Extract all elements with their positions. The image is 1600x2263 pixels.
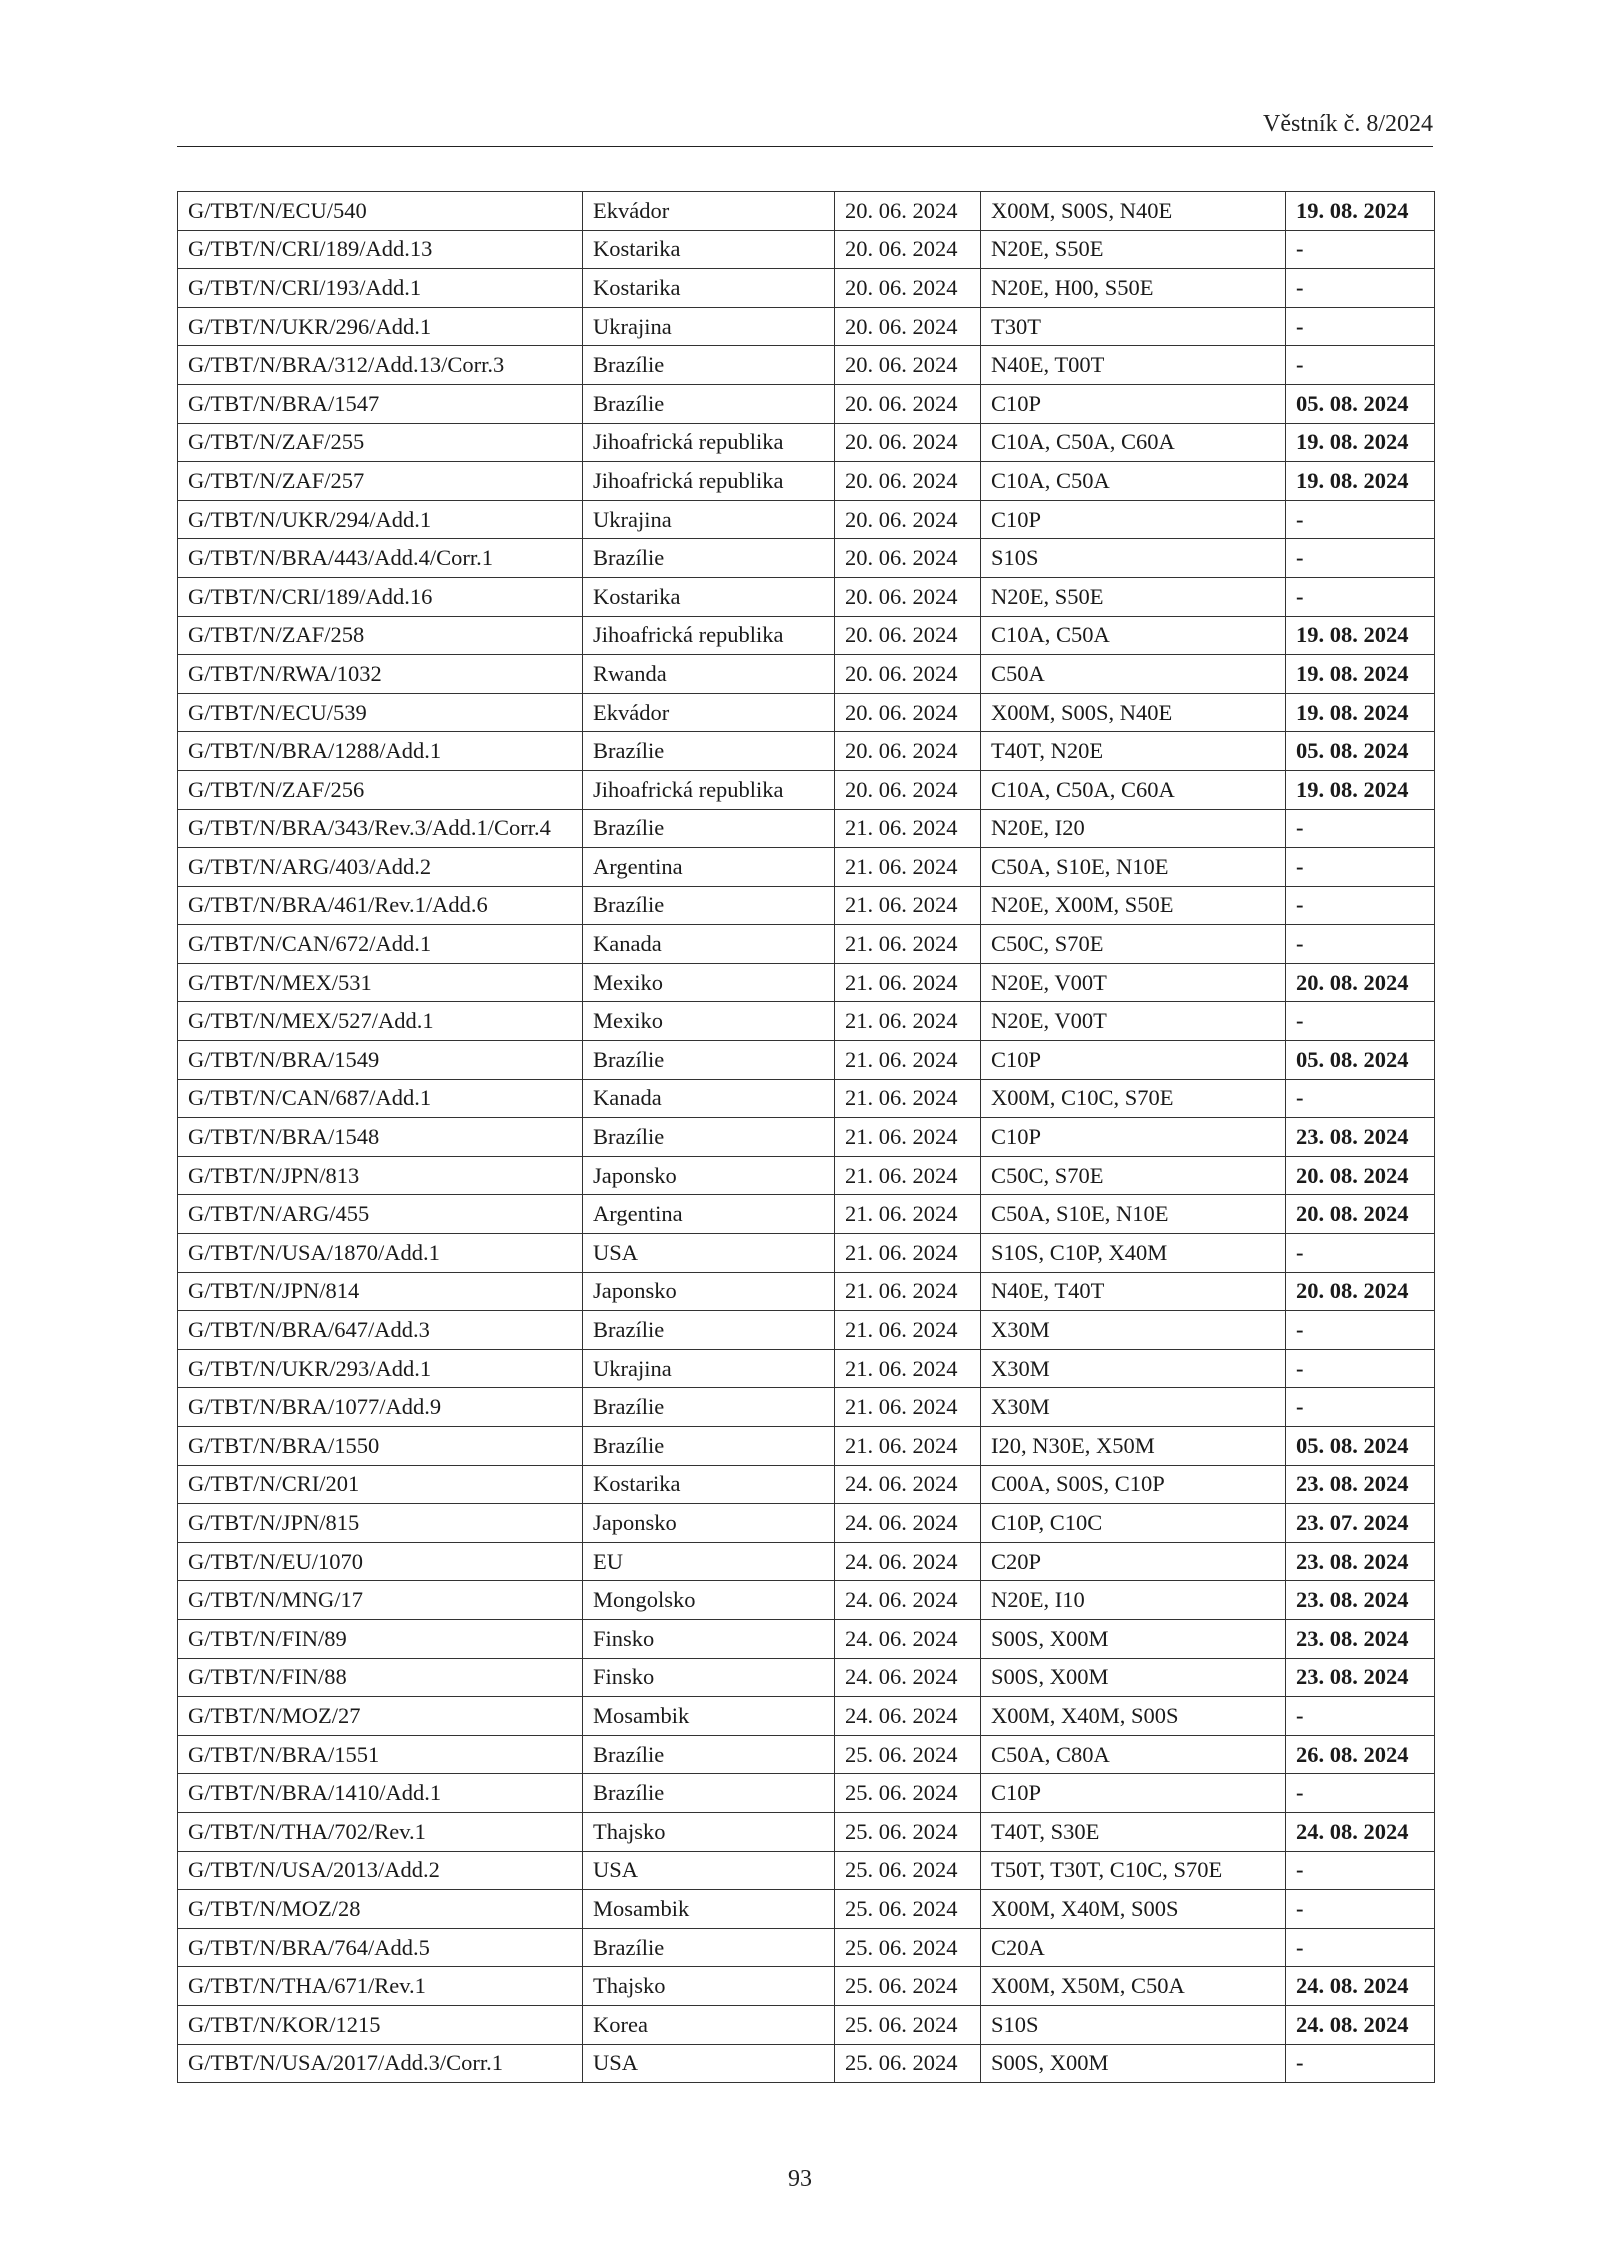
cell-codes: N40E, T00T	[981, 346, 1286, 385]
cell-symbol: G/TBT/N/UKR/293/Add.1	[178, 1349, 583, 1388]
table-row	[178, 1272, 1435, 1311]
cell-codes: S00S, X00M	[981, 1658, 1286, 1697]
cell-codes: N20E, H00, S50E	[981, 269, 1286, 308]
cell-deadline: -	[1286, 1388, 1435, 1427]
cell-symbol: G/TBT/N/BRA/1288/Add.1	[178, 732, 583, 771]
page-header	[177, 112, 1433, 147]
cell-codes: S10S	[981, 539, 1286, 578]
cell-deadline: 20. 08. 2024	[1286, 1195, 1435, 1234]
cell-date: 20. 06. 2024	[835, 539, 981, 578]
table-row	[178, 2044, 1435, 2083]
cell-deadline: 20. 08. 2024	[1286, 963, 1435, 1002]
cell-symbol: G/TBT/N/CRI/201	[178, 1465, 583, 1504]
cell-codes: N20E, S50E	[981, 577, 1286, 616]
cell-symbol: G/TBT/N/CAN/687/Add.1	[178, 1079, 583, 1118]
cell-country: Argentina	[583, 1195, 835, 1234]
table-row	[178, 1542, 1435, 1581]
cell-date: 20. 06. 2024	[835, 346, 981, 385]
cell-country: USA	[583, 2044, 835, 2083]
cell-codes: C50C, S70E	[981, 1156, 1286, 1195]
cell-country: Brazílie	[583, 1928, 835, 1967]
cell-codes: S10S, C10P, X40M	[981, 1234, 1286, 1273]
cell-date: 20. 06. 2024	[835, 423, 981, 462]
cell-date: 21. 06. 2024	[835, 1272, 981, 1311]
table-row	[178, 1311, 1435, 1350]
cell-symbol: G/TBT/N/ZAF/258	[178, 616, 583, 655]
cell-deadline: -	[1286, 500, 1435, 539]
table-row	[178, 616, 1435, 655]
cell-country: USA	[583, 1851, 835, 1890]
table-row	[178, 1349, 1435, 1388]
cell-deadline: 19. 08. 2024	[1286, 770, 1435, 809]
cell-deadline: 05. 08. 2024	[1286, 1041, 1435, 1080]
cell-codes: C50A	[981, 655, 1286, 694]
cell-symbol: G/TBT/N/JPN/813	[178, 1156, 583, 1195]
cell-country: Jihoafrická republika	[583, 423, 835, 462]
cell-country: Brazílie	[583, 1388, 835, 1427]
cell-deadline: -	[1286, 848, 1435, 887]
cell-country: Ekvádor	[583, 693, 835, 732]
cell-symbol: G/TBT/N/BRA/647/Add.3	[178, 1311, 583, 1350]
cell-date: 21. 06. 2024	[835, 1002, 981, 1041]
cell-country: Rwanda	[583, 655, 835, 694]
table-row	[178, 1619, 1435, 1658]
table-row	[178, 1735, 1435, 1774]
cell-country: Ukrajina	[583, 307, 835, 346]
table-row	[178, 1156, 1435, 1195]
cell-country: Mongolsko	[583, 1581, 835, 1620]
cell-date: 21. 06. 2024	[835, 886, 981, 925]
table-row	[178, 423, 1435, 462]
cell-date: 25. 06. 2024	[835, 1735, 981, 1774]
cell-date: 21. 06. 2024	[835, 1118, 981, 1157]
cell-codes: X00M, C10C, S70E	[981, 1079, 1286, 1118]
cell-date: 24. 06. 2024	[835, 1542, 981, 1581]
cell-symbol: G/TBT/N/ZAF/255	[178, 423, 583, 462]
cell-codes: X00M, S00S, N40E	[981, 693, 1286, 732]
cell-date: 20. 06. 2024	[835, 655, 981, 694]
cell-deadline: -	[1286, 1774, 1435, 1813]
cell-codes: C10A, C50A	[981, 462, 1286, 501]
cell-date: 20. 06. 2024	[835, 616, 981, 655]
cell-date: 25. 06. 2024	[835, 1851, 981, 1890]
cell-date: 25. 06. 2024	[835, 2005, 981, 2044]
cell-codes: C10P	[981, 384, 1286, 423]
cell-deadline: -	[1286, 1311, 1435, 1350]
cell-date: 20. 06. 2024	[835, 770, 981, 809]
cell-country: Mosambik	[583, 1697, 835, 1736]
cell-deadline: 24. 08. 2024	[1286, 1967, 1435, 2006]
cell-deadline: -	[1286, 346, 1435, 385]
cell-date: 25. 06. 2024	[835, 1890, 981, 1929]
cell-symbol: G/TBT/N/BRA/1077/Add.9	[178, 1388, 583, 1427]
cell-country: Mosambik	[583, 1890, 835, 1929]
cell-date: 21. 06. 2024	[835, 1388, 981, 1427]
cell-deadline: -	[1286, 1079, 1435, 1118]
cell-symbol: G/TBT/N/MOZ/27	[178, 1697, 583, 1736]
table-row	[178, 1697, 1435, 1736]
cell-symbol: G/TBT/N/CAN/672/Add.1	[178, 925, 583, 964]
cell-codes: N20E, V00T	[981, 963, 1286, 1002]
table-row	[178, 848, 1435, 887]
cell-codes: X00M, X40M, S00S	[981, 1890, 1286, 1929]
cell-deadline: 24. 08. 2024	[1286, 1812, 1435, 1851]
cell-symbol: G/TBT/N/BRA/1549	[178, 1041, 583, 1080]
cell-symbol: G/TBT/N/FIN/88	[178, 1658, 583, 1697]
cell-country: Korea	[583, 2005, 835, 2044]
cell-codes: C10A, C50A	[981, 616, 1286, 655]
cell-deadline: -	[1286, 269, 1435, 308]
cell-symbol: G/TBT/N/BRA/1550	[178, 1427, 583, 1466]
table-row	[178, 655, 1435, 694]
cell-date: 25. 06. 2024	[835, 2044, 981, 2083]
cell-deadline: -	[1286, 809, 1435, 848]
table-row	[178, 1388, 1435, 1427]
cell-codes: S10S	[981, 2005, 1286, 2044]
table-row	[178, 732, 1435, 771]
cell-date: 21. 06. 2024	[835, 848, 981, 887]
cell-symbol: G/TBT/N/BRA/1548	[178, 1118, 583, 1157]
table-row	[178, 1890, 1435, 1929]
cell-deadline: 19. 08. 2024	[1286, 616, 1435, 655]
table-row	[178, 269, 1435, 308]
cell-symbol: G/TBT/N/BRA/343/Rev.3/Add.1/Corr.4	[178, 809, 583, 848]
cell-date: 20. 06. 2024	[835, 732, 981, 771]
table-row	[178, 925, 1435, 964]
cell-symbol: G/TBT/N/MNG/17	[178, 1581, 583, 1620]
cell-date: 24. 06. 2024	[835, 1581, 981, 1620]
cell-date: 21. 06. 2024	[835, 1195, 981, 1234]
cell-deadline: -	[1286, 886, 1435, 925]
cell-symbol: G/TBT/N/BRA/1410/Add.1	[178, 1774, 583, 1813]
cell-codes: C10P, C10C	[981, 1504, 1286, 1543]
cell-codes: C10A, C50A, C60A	[981, 423, 1286, 462]
cell-date: 21. 06. 2024	[835, 925, 981, 964]
cell-country: Brazílie	[583, 539, 835, 578]
cell-date: 20. 06. 2024	[835, 307, 981, 346]
table-row	[178, 1812, 1435, 1851]
cell-date: 21. 06. 2024	[835, 1311, 981, 1350]
cell-country: Jihoafrická republika	[583, 770, 835, 809]
cell-codes: C00A, S00S, C10P	[981, 1465, 1286, 1504]
table-row	[178, 346, 1435, 385]
cell-codes: S00S, X00M	[981, 2044, 1286, 2083]
cell-country: Kostarika	[583, 577, 835, 616]
cell-symbol: G/TBT/N/CRI/189/Add.16	[178, 577, 583, 616]
cell-deadline: -	[1286, 307, 1435, 346]
cell-symbol: G/TBT/N/CRI/189/Add.13	[178, 230, 583, 269]
cell-symbol: G/TBT/N/KOR/1215	[178, 2005, 583, 2044]
cell-symbol: G/TBT/N/BRA/1551	[178, 1735, 583, 1774]
cell-deadline: -	[1286, 1002, 1435, 1041]
cell-codes: X00M, X50M, C50A	[981, 1967, 1286, 2006]
table-row	[178, 462, 1435, 501]
cell-symbol: G/TBT/N/BRA/1547	[178, 384, 583, 423]
cell-codes: C10P	[981, 1041, 1286, 1080]
table-row	[178, 963, 1435, 1002]
cell-country: Brazílie	[583, 1774, 835, 1813]
cell-country: Brazílie	[583, 886, 835, 925]
table-row	[178, 577, 1435, 616]
cell-deadline: 05. 08. 2024	[1286, 384, 1435, 423]
cell-symbol: G/TBT/N/JPN/814	[178, 1272, 583, 1311]
cell-codes: N20E, I20	[981, 809, 1286, 848]
cell-codes: C50A, S10E, N10E	[981, 848, 1286, 887]
cell-country: Brazílie	[583, 1427, 835, 1466]
cell-deadline: 23. 08. 2024	[1286, 1658, 1435, 1697]
cell-date: 20. 06. 2024	[835, 693, 981, 732]
table-row	[178, 1967, 1435, 2006]
table-row	[178, 1581, 1435, 1620]
cell-codes: X30M	[981, 1349, 1286, 1388]
cell-date: 21. 06. 2024	[835, 1156, 981, 1195]
table-row	[178, 693, 1435, 732]
cell-deadline: 23. 08. 2024	[1286, 1542, 1435, 1581]
table-row	[178, 886, 1435, 925]
cell-codes: S00S, X00M	[981, 1619, 1286, 1658]
table-row	[178, 1658, 1435, 1697]
cell-country: Ukrajina	[583, 1349, 835, 1388]
cell-date: 20. 06. 2024	[835, 192, 981, 231]
cell-date: 24. 06. 2024	[835, 1658, 981, 1697]
cell-symbol: G/TBT/N/USA/1870/Add.1	[178, 1234, 583, 1273]
cell-codes: C10P	[981, 500, 1286, 539]
cell-country: Mexiko	[583, 963, 835, 1002]
cell-codes: C20A	[981, 1928, 1286, 1967]
table-row	[178, 1504, 1435, 1543]
table-row	[178, 1118, 1435, 1157]
cell-deadline: -	[1286, 1851, 1435, 1890]
cell-codes: T30T	[981, 307, 1286, 346]
table-row	[178, 539, 1435, 578]
cell-country: Ekvádor	[583, 192, 835, 231]
cell-deadline: 23. 08. 2024	[1286, 1581, 1435, 1620]
cell-date: 20. 06. 2024	[835, 577, 981, 616]
cell-date: 21. 06. 2024	[835, 1234, 981, 1273]
cell-country: Japonsko	[583, 1272, 835, 1311]
cell-date: 25. 06. 2024	[835, 1812, 981, 1851]
cell-country: Japonsko	[583, 1156, 835, 1195]
cell-deadline: -	[1286, 1890, 1435, 1929]
cell-country: Kostarika	[583, 1465, 835, 1504]
table-row	[178, 2005, 1435, 2044]
cell-deadline: 19. 08. 2024	[1286, 462, 1435, 501]
cell-date: 21. 06. 2024	[835, 1041, 981, 1080]
cell-symbol: G/TBT/N/MOZ/28	[178, 1890, 583, 1929]
table-row	[178, 1465, 1435, 1504]
cell-deadline: 05. 08. 2024	[1286, 1427, 1435, 1466]
table-row	[178, 1002, 1435, 1041]
table-row	[178, 192, 1435, 231]
cell-codes: C10P	[981, 1118, 1286, 1157]
table-row	[178, 1079, 1435, 1118]
cell-country: Brazílie	[583, 1041, 835, 1080]
cell-country: Brazílie	[583, 346, 835, 385]
cell-country: Argentina	[583, 848, 835, 887]
cell-country: Thajsko	[583, 1967, 835, 2006]
cell-symbol: G/TBT/N/UKR/296/Add.1	[178, 307, 583, 346]
cell-symbol: G/TBT/N/ECU/539	[178, 693, 583, 732]
cell-date: 20. 06. 2024	[835, 500, 981, 539]
table-row	[178, 1041, 1435, 1080]
cell-codes: X00M, S00S, N40E	[981, 192, 1286, 231]
cell-date: 20. 06. 2024	[835, 384, 981, 423]
cell-country: Thajsko	[583, 1812, 835, 1851]
notifications-table	[177, 191, 1435, 2083]
cell-date: 21. 06. 2024	[835, 809, 981, 848]
cell-country: Kanada	[583, 1079, 835, 1118]
bulletin-title: Věstník č. 8/2024	[1263, 111, 1433, 137]
cell-symbol: G/TBT/N/CRI/193/Add.1	[178, 269, 583, 308]
cell-codes: N20E, S50E	[981, 230, 1286, 269]
cell-country: Brazílie	[583, 809, 835, 848]
cell-codes: C10P	[981, 1774, 1286, 1813]
table-row	[178, 1774, 1435, 1813]
table-row	[178, 1427, 1435, 1466]
cell-deadline: -	[1286, 1697, 1435, 1736]
cell-deadline: -	[1286, 925, 1435, 964]
cell-date: 24. 06. 2024	[835, 1504, 981, 1543]
cell-symbol: G/TBT/N/BRA/764/Add.5	[178, 1928, 583, 1967]
cell-codes: X30M	[981, 1311, 1286, 1350]
cell-country: Finsko	[583, 1619, 835, 1658]
cell-symbol: G/TBT/N/ZAF/256	[178, 770, 583, 809]
page-number: 93	[788, 2166, 812, 2192]
table-row	[178, 307, 1435, 346]
cell-codes: X30M	[981, 1388, 1286, 1427]
cell-codes: I20, N30E, X50M	[981, 1427, 1286, 1466]
table-row	[178, 384, 1435, 423]
cell-deadline: 19. 08. 2024	[1286, 693, 1435, 732]
cell-codes: N20E, V00T	[981, 1002, 1286, 1041]
cell-symbol: G/TBT/N/JPN/815	[178, 1504, 583, 1543]
cell-deadline: 23. 08. 2024	[1286, 1619, 1435, 1658]
cell-symbol: G/TBT/N/BRA/443/Add.4/Corr.1	[178, 539, 583, 578]
cell-date: 20. 06. 2024	[835, 462, 981, 501]
cell-codes: C20P	[981, 1542, 1286, 1581]
cell-deadline: 26. 08. 2024	[1286, 1735, 1435, 1774]
cell-deadline: -	[1286, 539, 1435, 578]
cell-country: Ukrajina	[583, 500, 835, 539]
cell-deadline: 05. 08. 2024	[1286, 732, 1435, 771]
cell-deadline: 19. 08. 2024	[1286, 655, 1435, 694]
cell-symbol: G/TBT/N/FIN/89	[178, 1619, 583, 1658]
cell-country: Jihoafrická republika	[583, 616, 835, 655]
cell-symbol: G/TBT/N/ARG/455	[178, 1195, 583, 1234]
table-row	[178, 500, 1435, 539]
cell-symbol: G/TBT/N/MEX/531	[178, 963, 583, 1002]
table-row	[178, 1234, 1435, 1273]
cell-symbol: G/TBT/N/THA/702/Rev.1	[178, 1812, 583, 1851]
cell-date: 21. 06. 2024	[835, 1079, 981, 1118]
cell-codes: C50A, S10E, N10E	[981, 1195, 1286, 1234]
cell-deadline: 23. 08. 2024	[1286, 1118, 1435, 1157]
cell-deadline: 19. 08. 2024	[1286, 192, 1435, 231]
cell-country: EU	[583, 1542, 835, 1581]
cell-symbol: G/TBT/N/ECU/540	[178, 192, 583, 231]
cell-deadline: -	[1286, 1349, 1435, 1388]
cell-deadline: -	[1286, 1928, 1435, 1967]
cell-date: 25. 06. 2024	[835, 1928, 981, 1967]
cell-deadline: 23. 07. 2024	[1286, 1504, 1435, 1543]
cell-country: Japonsko	[583, 1504, 835, 1543]
cell-codes: C50C, S70E	[981, 925, 1286, 964]
cell-date: 21. 06. 2024	[835, 1349, 981, 1388]
cell-date: 21. 06. 2024	[835, 963, 981, 1002]
cell-symbol: G/TBT/N/EU/1070	[178, 1542, 583, 1581]
cell-country: Brazílie	[583, 1118, 835, 1157]
cell-country: Kostarika	[583, 269, 835, 308]
table-row	[178, 770, 1435, 809]
cell-deadline: 19. 08. 2024	[1286, 423, 1435, 462]
cell-deadline: -	[1286, 1234, 1435, 1273]
cell-symbol: G/TBT/N/USA/2013/Add.2	[178, 1851, 583, 1890]
cell-date: 20. 06. 2024	[835, 269, 981, 308]
cell-date: 20. 06. 2024	[835, 230, 981, 269]
cell-deadline: 20. 08. 2024	[1286, 1156, 1435, 1195]
cell-codes: N40E, T40T	[981, 1272, 1286, 1311]
cell-country: Jihoafrická republika	[583, 462, 835, 501]
cell-date: 25. 06. 2024	[835, 1774, 981, 1813]
cell-country: USA	[583, 1234, 835, 1273]
cell-codes: N20E, X00M, S50E	[981, 886, 1286, 925]
cell-country: Mexiko	[583, 1002, 835, 1041]
cell-deadline: -	[1286, 2044, 1435, 2083]
cell-codes: N20E, I10	[981, 1581, 1286, 1620]
cell-deadline: -	[1286, 230, 1435, 269]
table-body	[178, 192, 1435, 2083]
cell-date: 24. 06. 2024	[835, 1697, 981, 1736]
cell-country: Brazílie	[583, 732, 835, 771]
cell-codes: T40T, N20E	[981, 732, 1286, 771]
cell-symbol: G/TBT/N/BRA/312/Add.13/Corr.3	[178, 346, 583, 385]
table-row	[178, 230, 1435, 269]
cell-date: 25. 06. 2024	[835, 1967, 981, 2006]
cell-symbol: G/TBT/N/MEX/527/Add.1	[178, 1002, 583, 1041]
cell-codes: C10A, C50A, C60A	[981, 770, 1286, 809]
cell-date: 24. 06. 2024	[835, 1619, 981, 1658]
cell-country: Kostarika	[583, 230, 835, 269]
cell-deadline: -	[1286, 577, 1435, 616]
cell-country: Finsko	[583, 1658, 835, 1697]
cell-symbol: G/TBT/N/ARG/403/Add.2	[178, 848, 583, 887]
cell-symbol: G/TBT/N/UKR/294/Add.1	[178, 500, 583, 539]
cell-date: 24. 06. 2024	[835, 1465, 981, 1504]
cell-symbol: G/TBT/N/RWA/1032	[178, 655, 583, 694]
cell-codes: T50T, T30T, C10C, S70E	[981, 1851, 1286, 1890]
cell-symbol: G/TBT/N/THA/671/Rev.1	[178, 1967, 583, 2006]
table-row	[178, 1928, 1435, 1967]
table-row	[178, 809, 1435, 848]
cell-deadline: 23. 08. 2024	[1286, 1465, 1435, 1504]
cell-country: Brazílie	[583, 1311, 835, 1350]
cell-codes: T40T, S30E	[981, 1812, 1286, 1851]
table-row	[178, 1851, 1435, 1890]
cell-date: 21. 06. 2024	[835, 1427, 981, 1466]
cell-country: Brazílie	[583, 384, 835, 423]
cell-deadline: 24. 08. 2024	[1286, 2005, 1435, 2044]
cell-deadline: 20. 08. 2024	[1286, 1272, 1435, 1311]
cell-country: Brazílie	[583, 1735, 835, 1774]
cell-country: Kanada	[583, 925, 835, 964]
cell-symbol: G/TBT/N/BRA/461/Rev.1/Add.6	[178, 886, 583, 925]
table-row	[178, 1195, 1435, 1234]
cell-symbol: G/TBT/N/USA/2017/Add.3/Corr.1	[178, 2044, 583, 2083]
cell-symbol: G/TBT/N/ZAF/257	[178, 462, 583, 501]
cell-codes: X00M, X40M, S00S	[981, 1697, 1286, 1736]
cell-codes: C50A, C80A	[981, 1735, 1286, 1774]
